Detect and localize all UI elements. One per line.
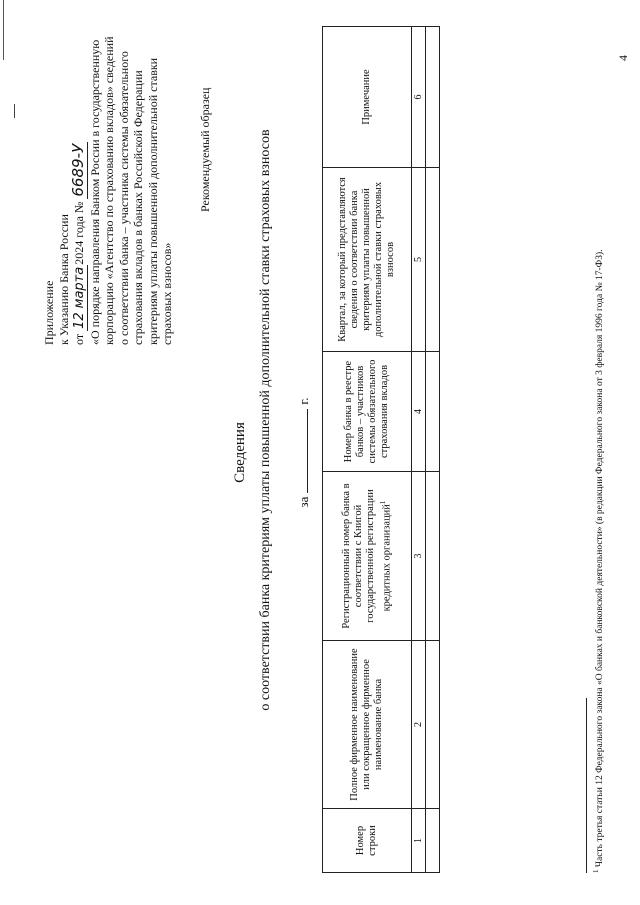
column-header: Номер строки — [323, 809, 412, 872]
column-header-with-footnote — [323, 472, 412, 640]
document-subtitle: о соответствии банка критериям уплаты повышенной дополнительной ставки страховых взносов — [258, 129, 273, 711]
table-column — [323, 27, 439, 167]
appendix-subject-1: «О порядке направления Банком России в государственную — [87, 39, 102, 345]
page-number: 4 — [616, 55, 630, 61]
appendix-subject-3: о соответствии банка – участника системы обязательного — [116, 51, 131, 345]
appendix-line-2: к Указанию Банка России — [56, 214, 71, 345]
column-number: 4 — [412, 352, 426, 471]
decree-number: 6689-У — [69, 143, 87, 197]
document-title: Сведения — [232, 422, 248, 483]
appendix-block — [42, 36, 175, 345]
period-suffix: г. — [296, 397, 311, 405]
table-column — [323, 167, 439, 351]
column-header: Примечание — [323, 27, 412, 167]
footnote-mark: 1 — [592, 869, 600, 873]
period-prefix: за — [296, 496, 311, 508]
column-number: 1 — [412, 809, 426, 872]
appendix-subject-6: страховых взносов» — [160, 242, 174, 345]
column-header: Полное фирменное наименование или сокращенное фирменное наименование банка — [323, 641, 412, 808]
appendix-subject-2: корпорацию «Агентство по страхованию вкладов» сведений — [102, 36, 116, 345]
column-header: Номер банка в реестре банков – участников системы обязательного страхования вкладов — [323, 352, 412, 471]
data-table — [322, 26, 440, 873]
appendix-subject-4: страхования вкладов в банках Российской Федерации — [131, 70, 145, 345]
column-header: Квартал, за который представляются сведения о соответствии банка критериям уплаты повышенной дополнительной ставки страховых взносов — [323, 168, 412, 351]
column-number: 5 — [412, 168, 426, 351]
column-header-text: Регистрационный номер банка в соответствии с Книгой государственной регистрации кредитных организаций — [340, 483, 393, 629]
footnote-divider — [586, 698, 587, 873]
period-blank[interactable] — [307, 409, 308, 493]
sample-label: Рекомендуемый образец — [198, 87, 212, 212]
table-column — [323, 640, 439, 808]
appendix-line-1: Приложение — [42, 280, 56, 345]
date-prefix: от — [72, 333, 86, 345]
date-month: марта — [72, 266, 87, 309]
column-number: 6 — [412, 27, 426, 167]
footnote — [592, 250, 605, 874]
footnote-text: Часть третья статьи 12 Федерального закона «О банках и банковской деятельности» (в редакции Федерального закона от 3 февраля 1996 года № 17-ФЗ). — [595, 249, 606, 870]
appendix-date-line — [71, 45, 88, 345]
column-number: 3 — [412, 472, 426, 640]
date-year: 2024 года № — [72, 201, 86, 265]
table-column — [323, 471, 439, 640]
footnote-mark: 1 — [378, 500, 387, 505]
date-day: 12 — [72, 312, 87, 329]
table-column — [323, 808, 439, 872]
appendix-subject-5: критериям уплаты повышенной дополнительной ставки — [145, 57, 160, 345]
period-line — [296, 0, 312, 905]
table-column — [323, 351, 439, 471]
column-number: 2 — [412, 641, 426, 808]
